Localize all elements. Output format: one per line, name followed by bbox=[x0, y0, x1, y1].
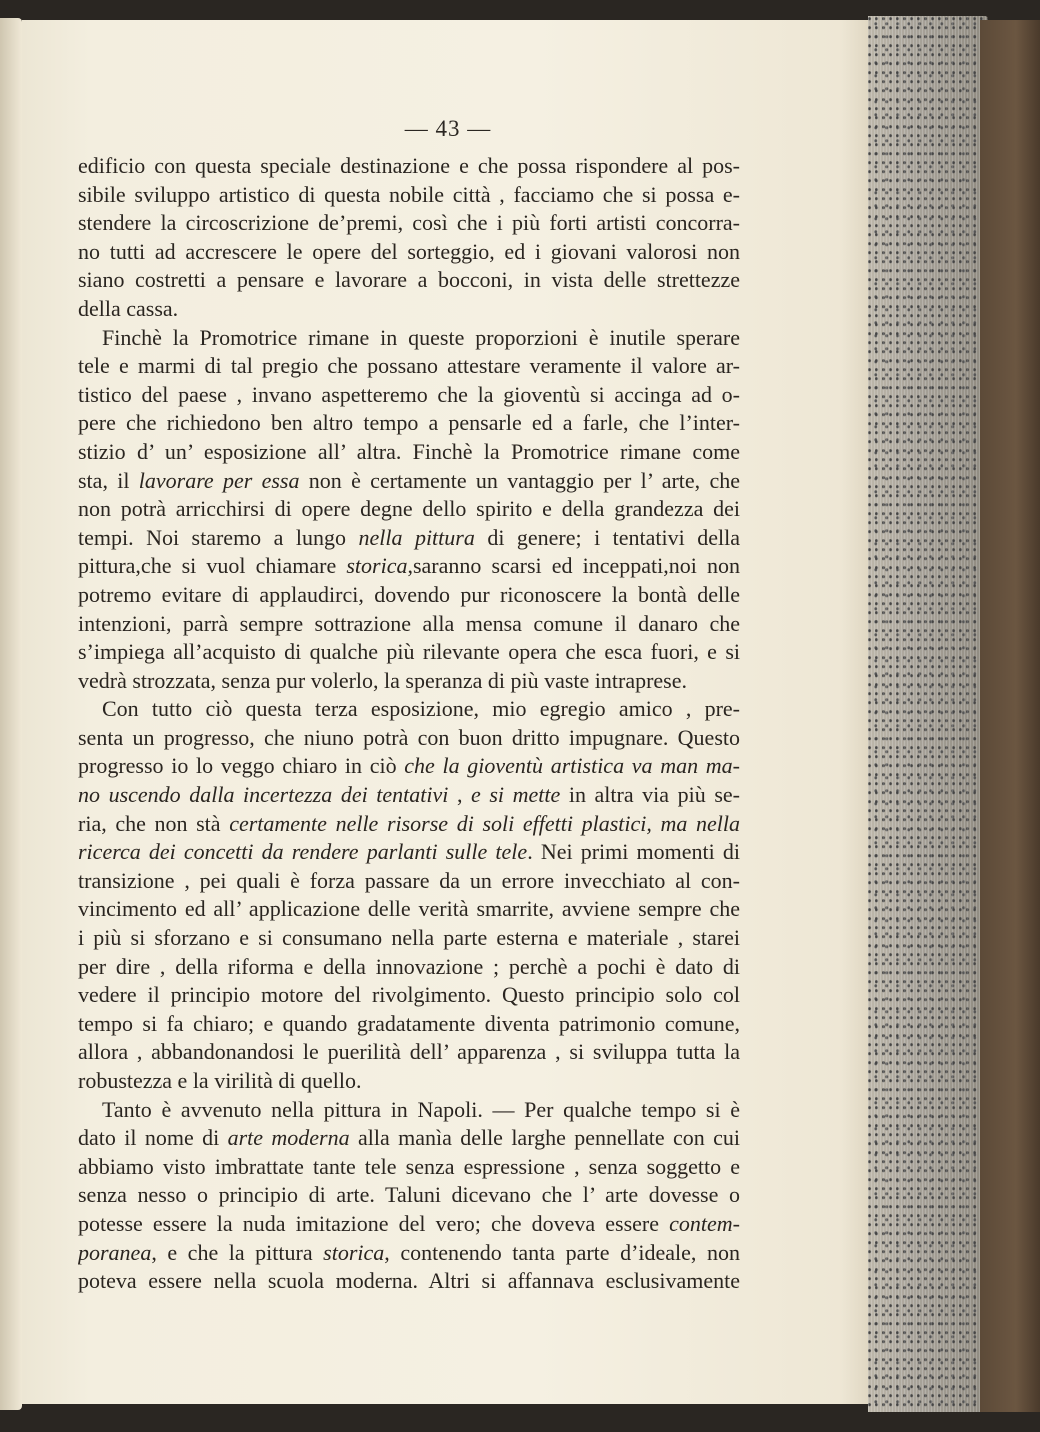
text-line bbox=[78, 1210, 740, 1239]
text-segment: di genere; i tentativi della bbox=[474, 524, 740, 550]
text-line: vedere il principio motore del rivolgimento. Questo principio solo col bbox=[78, 982, 740, 1008]
text-line: tistico del paese , invano aspetteremo che la gioventù si accinga ad o- bbox=[78, 381, 740, 407]
text-segment: progresso io lo veggo chiaro in ciò bbox=[78, 753, 405, 779]
italic-segment: lavorare per essa bbox=[138, 467, 300, 493]
text-segment: in altra via più se- bbox=[560, 782, 740, 808]
text-line: transizione , pei quali è forza passare da un errore invecchiato al con- bbox=[78, 867, 740, 893]
book-cover bbox=[980, 20, 1040, 1412]
text-line bbox=[78, 838, 740, 867]
text-line: per dire , della riforma e della innovazione ; perchè a pochi è dato di bbox=[78, 953, 740, 979]
text-segment: non è certamente un vantaggio per l’ arte, che bbox=[299, 467, 740, 493]
text-line bbox=[78, 524, 740, 553]
text-line: Finchè la Promotrice rimane in queste proporzioni è inutile sperare bbox=[102, 324, 740, 350]
text-segment: , contenendo tanta parte d’ideale, non bbox=[384, 1239, 740, 1265]
italic-segment: no uscendo dalla incertezza dei tentativi bbox=[78, 782, 449, 808]
text-line: stizio d’ un’ esposizione all’ altra. Finchè la Promotrice rimane come bbox=[78, 438, 740, 464]
text-line: edificio con questa speciale destinazione e che possa rispondere al pos- bbox=[78, 153, 740, 178]
text-segment: , bbox=[448, 782, 472, 808]
text-line: vedrà strozzata, senza pur volerlo, la speranza di più vaste intraprese. bbox=[78, 667, 688, 693]
text-line: senta un progresso, che niuno potrà con buon dritto impugnare. Questo bbox=[78, 724, 740, 750]
text-line: Tanto è avvenuto nella pittura in Napoli. — Per qualche tempo si è bbox=[102, 1096, 740, 1122]
text-line: intenzioni, parrà sempre sottrazione alla mensa comune il danaro che bbox=[78, 610, 740, 636]
text-line bbox=[78, 552, 740, 581]
italic-segment: storica bbox=[323, 1239, 385, 1265]
italic-segment: e si mette bbox=[471, 782, 561, 808]
text-segment: tempi. Noi staremo a lungo bbox=[78, 524, 359, 550]
text-segment: . Nei primi momenti di bbox=[527, 839, 740, 865]
text-segment: pittura,che si vuol chiamare bbox=[78, 553, 347, 579]
text-line bbox=[78, 1124, 740, 1153]
text-line: senza nesso o principio di arte. Taluni dicevano che l’ arte dovesse o bbox=[78, 1182, 740, 1208]
text-line: i più si sforzano e si consumano nella parte esterna e materiale , starei bbox=[78, 925, 740, 951]
text-segment: ,saranno scarsi ed inceppati,noi non bbox=[407, 553, 740, 579]
text-line bbox=[78, 467, 740, 496]
text-line: potremo evitare di applaudirci, dovendo pur riconoscere la bontà delle bbox=[78, 581, 740, 607]
text-line: vincimento ed all’ applicazione delle verità smarrite, avviene sempre che bbox=[78, 896, 740, 922]
text-line: non potrà arricchirsi di opere degne dello spirito e della grandezza dei bbox=[78, 496, 740, 522]
text-segment: ria, che non stà bbox=[78, 810, 230, 836]
text-segment: alla manìa delle larghe pennellate con cui bbox=[349, 1125, 740, 1151]
text-line bbox=[78, 810, 740, 839]
italic-segment: arte moderna bbox=[227, 1125, 350, 1151]
text-segment: , e che la pittura bbox=[151, 1239, 324, 1265]
text-line: pere che richiedono ben altro tempo a pensarle ed a farle, che l’inter- bbox=[78, 410, 740, 436]
italic-segment: che la gioventù artistica va man ma- bbox=[404, 753, 740, 779]
text-line: abbiamo visto imbrattate tante tele senza espressione , senza soggetto e bbox=[78, 1153, 740, 1179]
italic-segment: contem- bbox=[669, 1210, 740, 1236]
text-line: robustezza e la virilità di quello. bbox=[78, 1068, 362, 1093]
text-line: Con tutto ciò questa terza esposizione, mio egregio amico , pre- bbox=[102, 696, 740, 722]
text-line bbox=[78, 781, 740, 810]
text-line: s’impiega all’acquisto di qualche più rilevante opera che esca fuori, e si bbox=[78, 639, 740, 665]
text-line: tele e marmi di tal pregio che possano attestare veramente il valore ar- bbox=[78, 353, 740, 379]
page-edges bbox=[868, 16, 988, 1412]
book-page bbox=[22, 20, 874, 1404]
text-segment: sta, il bbox=[78, 467, 139, 493]
body-text bbox=[78, 152, 740, 1296]
italic-segment: storica bbox=[346, 553, 408, 579]
italic-segment: ricerca dei concetti da rendere parlanti sulle tele bbox=[78, 839, 528, 865]
text-line: poteva essere nella scuola moderna. Altri si affannava esclusivamente bbox=[78, 1268, 740, 1294]
italic-segment: nella pittura bbox=[358, 524, 475, 550]
text-line: no tutti ad accrescere le opere del sorteggio, ed i giovani valorosi non bbox=[78, 238, 740, 264]
facing-page-edge bbox=[0, 18, 22, 1410]
text-line: tempo si fa chiaro; e quando gradatamente diventa patrimonio comune, bbox=[78, 1010, 740, 1036]
text-line: stendere la circoscrizione de’premi, così che i più forti artisti concorra- bbox=[78, 210, 740, 236]
text-line: della cassa. bbox=[78, 295, 179, 321]
italic-segment: poranea bbox=[78, 1239, 152, 1265]
text-line bbox=[78, 1239, 740, 1268]
text-line: sibile sviluppo artistico di questa nobile città , facciamo che si possa e- bbox=[78, 181, 740, 207]
text-segment: dato il nome di bbox=[78, 1125, 228, 1151]
text-line bbox=[78, 752, 740, 781]
text-line: siano costretti a pensare e lavorare a bocconi, in vista delle strettezze bbox=[78, 267, 740, 293]
page-number: — 43 — bbox=[404, 116, 492, 141]
text-segment: potesse essere la nuda imitazione del vero; che doveva essere bbox=[78, 1210, 670, 1236]
italic-segment: certamente nelle risorse di soli effetti plastici, ma nella bbox=[229, 810, 740, 836]
text-line: allora , abbandonandosi le puerilità dell’ apparenza , si sviluppa tutta la bbox=[78, 1039, 740, 1065]
